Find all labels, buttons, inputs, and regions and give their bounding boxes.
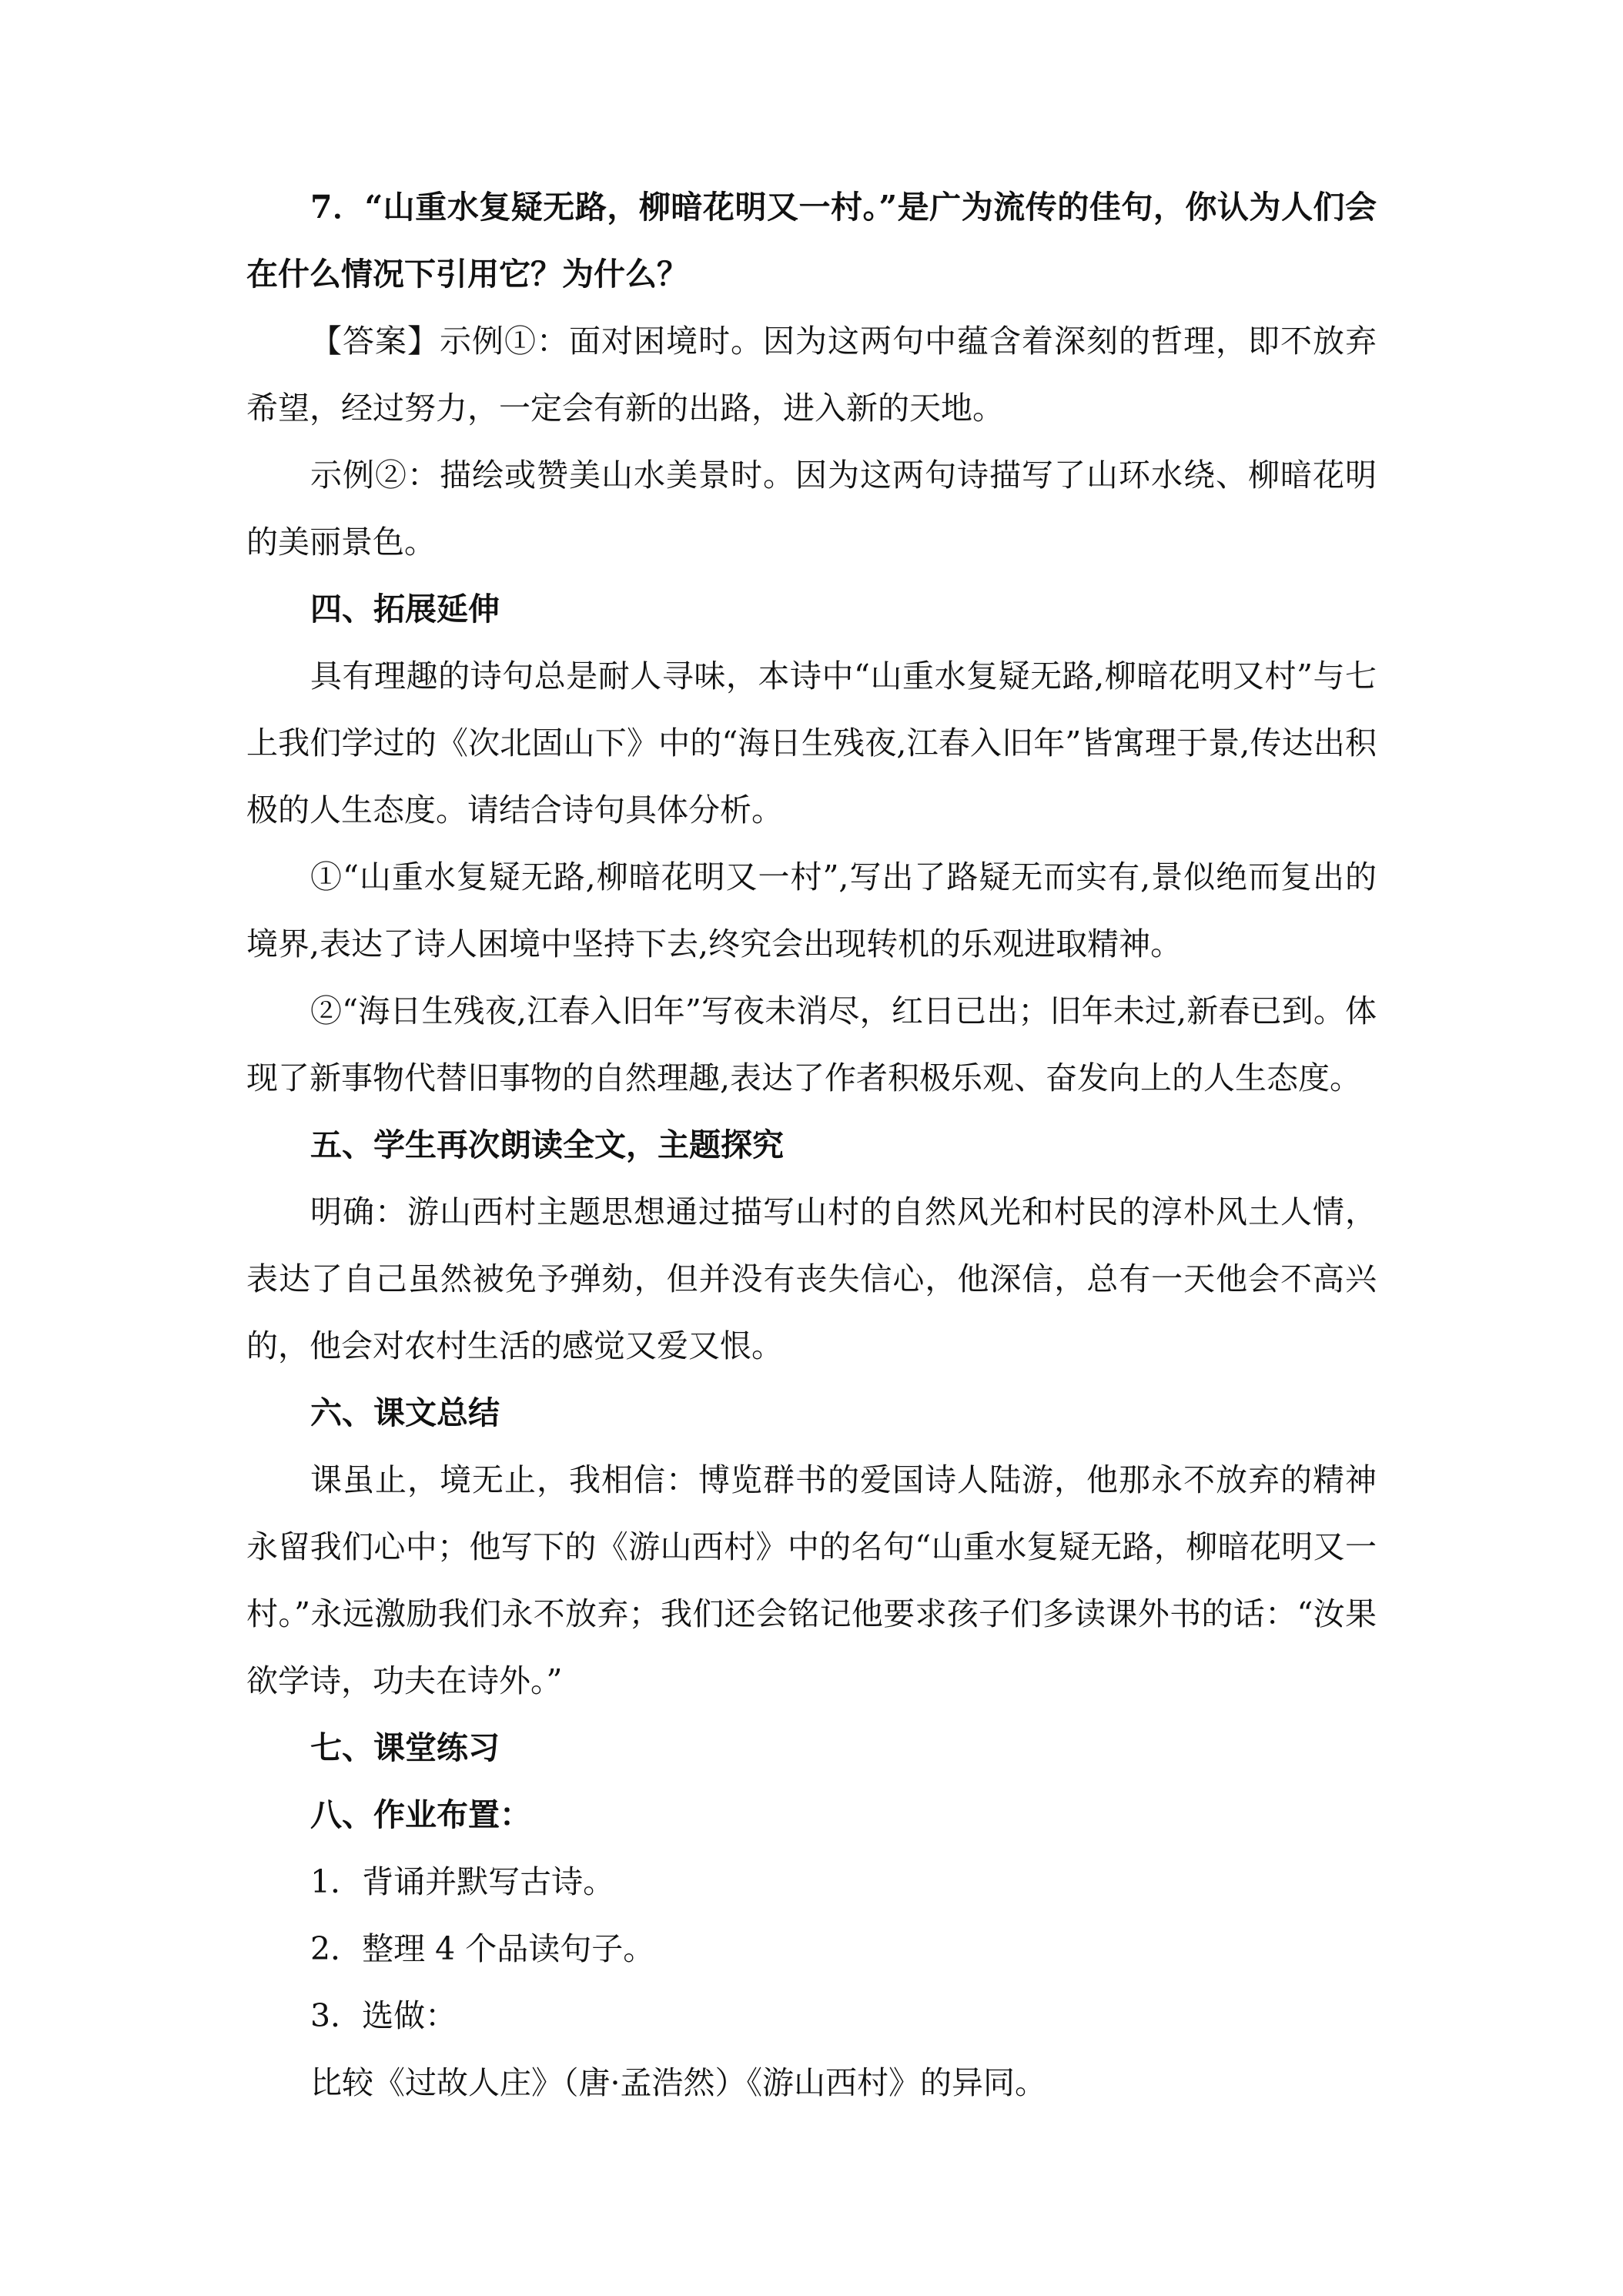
section-4-point-2: ②“海日生残夜,江春入旧年”写夜未消尽，红日已出；旧年未过,新春已到。体现了新事物代替旧事物的自然理趣,表达了作者积极乐观、奋发向上的人生态度。: [246, 992, 1377, 1096]
section-4-point-1: ①“山重水复疑无路,柳暗花明又一村”,写出了路疑无而实有,景似绝而复出的境界,表达了诗人困境中坚持下去,终究会出现转机的乐观进取精神。: [246, 858, 1377, 962]
homework-item-1: 1．背诵并默写古诗。: [310, 1863, 615, 1900]
homework-item-2: 2．整理 4 个品读句子。: [310, 1930, 655, 1967]
document-body: [246, 174, 1377, 2117]
section-6-body: 课虽止，境无止，我相信：博览群书的爱国诗人陆游，他那永不放弃的精神永留我们心中；他写下的《游山西村》中的名句“山重水复疑无路，柳暗花明又一村。”永远激励我们永不放弃；我们还会铭记他要求孩子们多读课外书的话：“汝果欲学诗，功夫在诗外。”: [246, 1461, 1377, 1699]
question-7-prompt: 7．“山重水复疑无路，柳暗花明又一村。”是广为流传的佳句，你认为人们会在什么情况下引用它？为什么？: [246, 189, 1377, 293]
section-6-heading: 六、课文总结: [310, 1394, 500, 1431]
section-4-intro: 具有理趣的诗句总是耐人寻味，本诗中“山重水复疑无路,柳暗花明又村”与七上我们学过的《次北固山下》中的“海日生残夜,江春入旧年”皆寓理于景,传达出积极的人生态度。请结合诗句具体分析。: [246, 658, 1377, 828]
section-8-heading: 八、作业布置：: [310, 1796, 531, 1833]
homework-item-3: 3．选做：: [310, 1997, 457, 2034]
section-7-heading: 七、课堂练习: [310, 1729, 500, 1766]
section-5-body: 明确：游山西村主题思想通过描写山村的自然风光和村民的淳朴风土人情，表达了自己虽然被免予弹劾，但并没有丧失信心，他深信，总有一天他会不高兴的，他会对农村生活的感觉又爱又恨。: [246, 1193, 1377, 1364]
section-4-heading: 四、拓展延伸: [310, 591, 500, 628]
homework-item-3-detail: 比较《过故人庄》（唐·孟浩然）《游山西村》的异同。: [310, 2064, 1047, 2101]
section-5-heading: 五、学生再次朗读全文，主题探究: [310, 1126, 784, 1163]
question-7-answer-example-1: 【答案】示例①：面对困境时。因为这两句中蕴含着深刻的哲理，即不放弃希望，经过努力，一定会有新的出路，进入新的天地。: [246, 323, 1377, 427]
question-7-answer-example-2: 示例②：描绘或赞美山水美景时。因为这两句诗描写了山环水绕、柳暗花明的美丽景色。: [246, 457, 1377, 561]
